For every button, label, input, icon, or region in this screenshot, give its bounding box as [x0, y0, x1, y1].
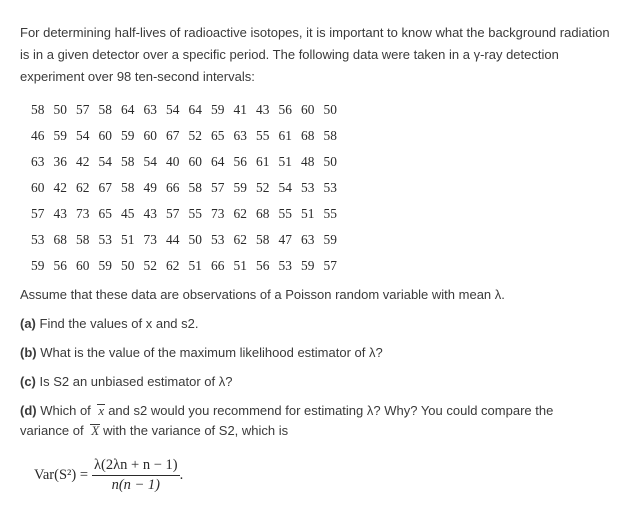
data-cell: 54 [76, 128, 90, 143]
question-c-text: Is S2 an unbiased estimator of λ? [35, 374, 233, 389]
data-cell: 53 [211, 232, 225, 247]
problem-text [20, 22, 620, 441]
data-cell: 45 [121, 206, 135, 221]
data-cell: 53 [98, 232, 112, 247]
data-cell: 50 [53, 102, 67, 117]
formula-period: . [179, 467, 184, 483]
data-cell: 64 [121, 102, 135, 117]
data-cell: 54 [278, 180, 292, 195]
data-cell: 58 [256, 232, 270, 247]
data-cell: 56 [278, 102, 292, 117]
data-cell: 58 [31, 102, 45, 117]
question-d-label: (d) [20, 403, 37, 418]
data-cell: 54 [166, 102, 180, 117]
data-cell: 51 [188, 258, 202, 273]
data-row [20, 97, 620, 123]
data-cell: 68 [256, 206, 270, 221]
data-cell: 41 [233, 102, 247, 117]
data-cell: 56 [53, 258, 67, 273]
data-cell: 59 [233, 180, 247, 195]
data-cell: 50 [323, 154, 337, 169]
data-cell: 73 [211, 206, 225, 221]
data-cell: 64 [211, 154, 225, 169]
data-cell: 55 [256, 128, 270, 143]
data-cell: 63 [233, 128, 247, 143]
data-cell: 43 [53, 206, 67, 221]
formula-numerator: λ(2λn + n − 1) [92, 457, 180, 476]
data-cell: 60 [31, 180, 45, 195]
question-a-label: (a) [20, 316, 36, 331]
data-cell: 61 [278, 128, 292, 143]
data-cell: 36 [53, 154, 67, 169]
data-cell: 51 [278, 154, 292, 169]
data-cell: 73 [76, 206, 90, 221]
data-table [20, 97, 620, 279]
data-cell: 44 [166, 232, 180, 247]
variance-formula [34, 457, 183, 494]
data-cell: 46 [31, 128, 45, 143]
question-d [20, 401, 620, 441]
data-cell: 66 [166, 180, 180, 195]
data-cell: 63 [143, 102, 157, 117]
data-cell: 54 [98, 154, 112, 169]
data-cell: 59 [301, 258, 315, 273]
data-cell: 51 [121, 232, 135, 247]
question-a-text: Find the values of x and s2. [35, 316, 199, 331]
data-cell: 59 [98, 258, 112, 273]
data-cell: 59 [323, 232, 337, 247]
data-cell: 58 [188, 180, 202, 195]
data-cell: 61 [256, 154, 270, 169]
data-cell: 59 [53, 128, 67, 143]
data-cell: 57 [323, 258, 337, 273]
data-cell: 58 [121, 154, 135, 169]
data-cell: 53 [323, 180, 337, 195]
data-cell: 52 [188, 128, 202, 143]
data-cell: 58 [98, 102, 112, 117]
question-d-text1: Which of [36, 403, 95, 418]
formula-lhs: Var(S²) = [34, 467, 88, 483]
data-cell: 68 [301, 128, 315, 143]
question-c-label: (c) [20, 374, 36, 389]
data-cell: 60 [143, 128, 157, 143]
data-cell: 62 [166, 258, 180, 273]
question-b [20, 343, 620, 363]
data-cell: 63 [31, 154, 45, 169]
data-cell: 55 [188, 206, 202, 221]
data-cell: 50 [121, 258, 135, 273]
question-d-text2: and s2 would you recommend for estimating λ? Why? You could compare the [108, 403, 554, 418]
data-cell: 48 [301, 154, 315, 169]
data-cell: 62 [233, 206, 247, 221]
data-cell: 55 [323, 206, 337, 221]
data-cell: 40 [166, 154, 180, 169]
data-cell: 64 [188, 102, 202, 117]
data-cell: 53 [278, 258, 292, 273]
data-cell: 73 [143, 232, 157, 247]
data-cell: 62 [233, 232, 247, 247]
data-cell: 58 [323, 128, 337, 143]
data-cell: 57 [166, 206, 180, 221]
data-cell: 52 [256, 180, 270, 195]
data-cell: 43 [143, 206, 157, 221]
data-row [20, 123, 620, 149]
data-row [20, 227, 620, 253]
data-cell: 53 [31, 232, 45, 247]
data-cell: 51 [301, 206, 315, 221]
data-row [20, 253, 620, 279]
data-cell: 56 [256, 258, 270, 273]
data-cell: 53 [301, 180, 315, 195]
data-cell: 62 [76, 180, 90, 195]
question-d-text4: with the variance of S2, which is [103, 423, 289, 438]
data-cell: 67 [166, 128, 180, 143]
data-cell: 42 [53, 180, 67, 195]
data-cell: 49 [143, 180, 157, 195]
formula-denominator: n(n − 1) [111, 477, 161, 493]
data-cell: 65 [211, 128, 225, 143]
data-cell: 55 [278, 206, 292, 221]
X-bar-symbol: X [91, 423, 100, 438]
data-cell: 59 [121, 128, 135, 143]
data-cell: 59 [31, 258, 45, 273]
data-cell: 54 [143, 154, 157, 169]
data-row [20, 149, 620, 175]
intro-paragraph: For determining half-lives of radioactive isotopes, it is important to know what the background radiation is in a given detector over a specific period. The following data were taken in a γ-ray detection experiment over 98 ten-second intervals: [20, 25, 610, 84]
data-cell: 50 [323, 102, 337, 117]
data-cell: 57 [211, 180, 225, 195]
data-cell: 60 [98, 128, 112, 143]
data-row [20, 201, 620, 227]
question-c [20, 372, 620, 392]
data-cell: 63 [301, 232, 315, 247]
x-bar-symbol: x [98, 403, 105, 418]
data-cell: 60 [188, 154, 202, 169]
data-cell: 67 [98, 180, 112, 195]
data-cell: 65 [98, 206, 112, 221]
data-cell: 59 [211, 102, 225, 117]
data-cell: 43 [256, 102, 270, 117]
data-cell: 66 [211, 258, 225, 273]
data-cell: 51 [233, 258, 247, 273]
data-cell: 58 [121, 180, 135, 195]
data-row [20, 175, 620, 201]
data-cell: 57 [31, 206, 45, 221]
question-b-text: What is the value of the maximum likelihood estimator of λ? [36, 345, 383, 360]
question-a [20, 314, 620, 334]
data-cell: 52 [143, 258, 157, 273]
data-cell: 42 [76, 154, 90, 169]
data-cell: 60 [76, 258, 90, 273]
assumption-text: Assume that these data are observations of a Poisson random variable with mean λ. [20, 287, 505, 302]
question-d-text3: variance of [20, 423, 88, 438]
data-cell: 68 [53, 232, 67, 247]
data-cell: 58 [76, 232, 90, 247]
question-b-label: (b) [20, 345, 37, 360]
formula-fraction [92, 457, 180, 494]
data-cell: 60 [301, 102, 315, 117]
data-cell: 56 [233, 154, 247, 169]
data-cell: 57 [76, 102, 90, 117]
data-cell: 47 [278, 232, 292, 247]
data-cell: 50 [188, 232, 202, 247]
